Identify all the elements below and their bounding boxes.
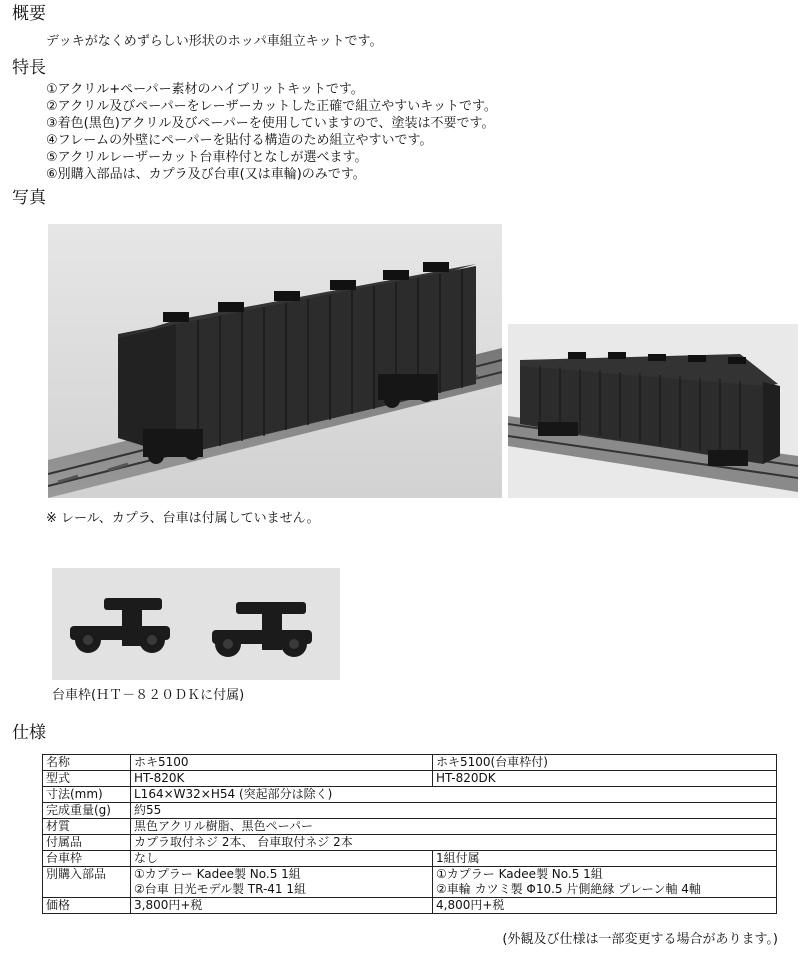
spec-label: 価格 <box>43 898 131 914</box>
table-row <box>43 771 777 787</box>
spec-value: 黒色アクリル樹脂、黒色ペーパー <box>131 819 777 835</box>
spec-line: ②台車 日光モデル製 TR-41 1組 <box>134 882 307 896</box>
spec-value-dk: ホキ5100(台車枠付) <box>433 755 777 771</box>
spec-label: 台車枠 <box>43 851 131 867</box>
spec-value: 約55 <box>131 803 777 819</box>
table-row <box>43 867 777 898</box>
table-row <box>43 787 777 803</box>
table-row <box>43 835 777 851</box>
spec-note: (外観及び仕様は一部変更する場合があります。) <box>502 932 778 947</box>
spec-value-k: 3,800円+税 <box>131 898 433 914</box>
spec-value-k: ホキ5100 <box>131 755 433 771</box>
table-row <box>43 803 777 819</box>
spec-value-dk: 1組付属 <box>433 851 777 867</box>
table-row <box>43 755 777 771</box>
spec-label: 名称 <box>43 755 131 771</box>
hopper-car-photo-large <box>48 224 502 498</box>
overview-heading: 概要 <box>12 4 46 24</box>
table-row <box>43 851 777 867</box>
spec-line: ②車輪 カツミ製 Φ10.5 片側絶縁 プレーン軸 4軸 <box>436 882 701 896</box>
spec-label: 付属品 <box>43 835 131 851</box>
bogie-frame-photo <box>52 568 340 680</box>
spec-value: カプラ取付ネジ 2本、 台車取付ネジ 2本 <box>131 835 777 851</box>
spec-value-dk <box>433 867 777 898</box>
table-row <box>43 898 777 914</box>
spec-line: ①カプラー Kadee製 No.5 1組 <box>134 867 301 881</box>
spec-heading: 仕様 <box>12 723 46 743</box>
spec-label: 材質 <box>43 819 131 835</box>
spec-value-k: なし <box>131 851 433 867</box>
hopper-car-photo-small <box>508 324 798 498</box>
feature-item: ②アクリル及びペーパーをレーザーカットした正確で組立やすいキットです。 <box>46 99 497 114</box>
spec-label: 寸法(mm) <box>43 787 131 803</box>
feature-item: ①アクリル+ペーパー素材のハイブリットキットです。 <box>46 82 364 97</box>
spec-table <box>42 754 777 914</box>
bogie-caption: 台車枠(ＨＴ－８２０ＤＫに付属) <box>52 688 245 703</box>
photos-heading: 写真 <box>12 188 46 208</box>
spec-label: 別購入部品 <box>43 867 131 898</box>
photo-caption: ※ レール、カプラ、台車は付属していません。 <box>46 511 320 526</box>
table-row <box>43 819 777 835</box>
feature-item: ③着色(黒色)アクリル及びペーパーを使用していますので、塗装は不要です。 <box>46 116 495 131</box>
spec-value-k <box>131 867 433 898</box>
spec-value-k: HT-820K <box>131 771 433 787</box>
overview-text: デッキがなくめずらしい形状のホッパ車組立キットです。 <box>46 34 383 49</box>
features-heading: 特長 <box>12 58 46 78</box>
spec-label: 型式 <box>43 771 131 787</box>
spec-value: L164×W32×H54 (突起部分は除く) <box>131 787 777 803</box>
feature-item: ④フレームの外壁にペーパーを貼付る構造のため組立やすいです。 <box>46 133 433 148</box>
features-list <box>46 81 497 183</box>
spec-value-dk: 4,800円+税 <box>433 898 777 914</box>
spec-label: 完成重量(g) <box>43 803 131 819</box>
spec-line: ①カプラー Kadee製 No.5 1組 <box>436 867 603 881</box>
spec-value-dk: HT-820DK <box>433 771 777 787</box>
feature-item: ⑤アクリルレーザーカット台車枠付となしが選べます。 <box>46 150 368 165</box>
feature-item: ⑥別購入部品は、カプラ及び台車(又は車輪)のみです。 <box>46 167 366 182</box>
